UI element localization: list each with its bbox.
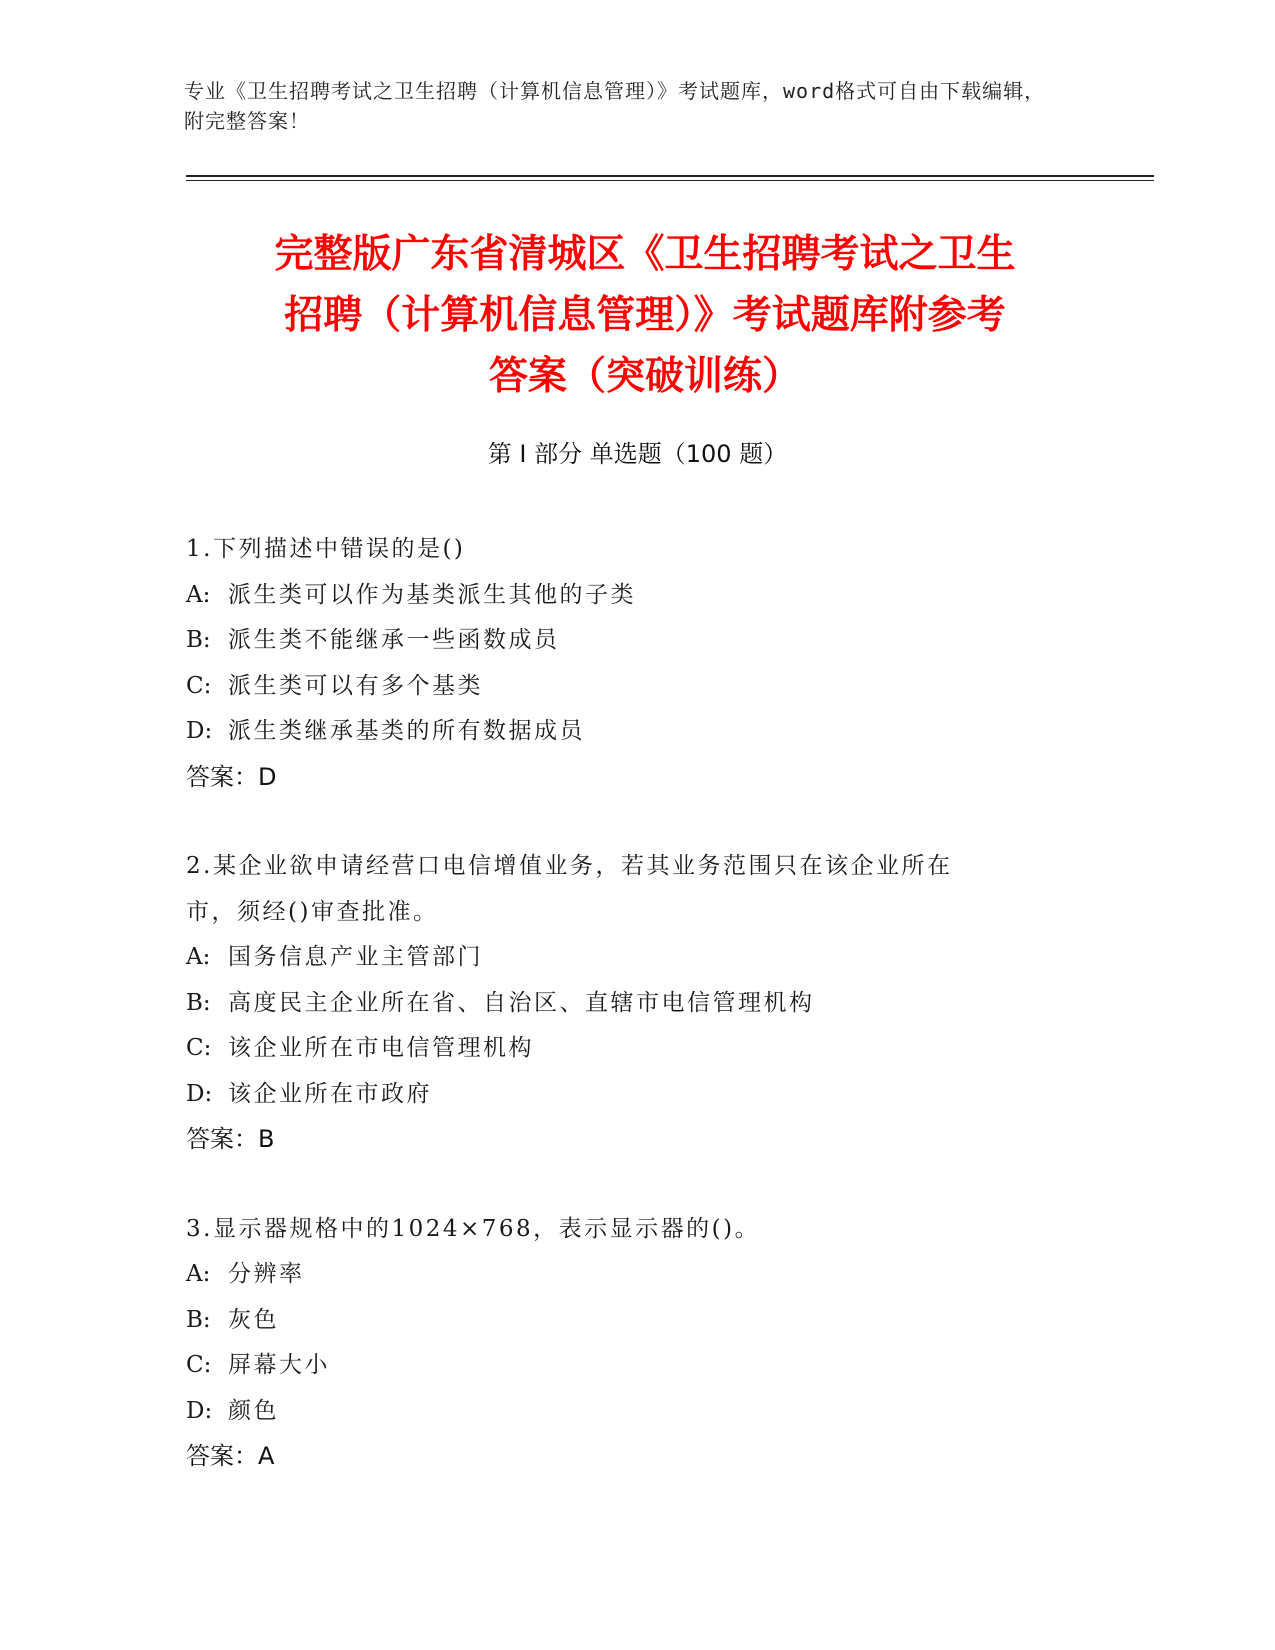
header-note: 专业《卫生招聘考试之卫生招聘（计算机信息管理）》考试题库，word格式可自由下载编辑，附完整答案！ [184,79,1046,133]
option-d [186,1389,1066,1435]
option-a [186,573,1066,619]
title-line-2: 招聘（计算机信息管理）》考试题库附参考 [284,293,1006,338]
question-stem-line-1: 2.某企业欲申请经营口电信增值业务，若其业务范围只在该企业所在 [186,853,953,879]
option-label: D: [186,718,213,744]
option-b [186,981,1066,1027]
option-text: 屏幕大小 [228,1352,330,1378]
option-text: 颜色 [228,1397,279,1424]
title-line-1: 完整版广东省清城区《卫生招聘考试之卫生 [274,232,1016,277]
option-label: A: [186,944,211,970]
answer-key: 答案：A [186,1442,275,1470]
option-c [186,1343,1066,1389]
option-a [186,1252,1066,1298]
option-text: 国务信息产业主管部门 [228,944,483,970]
title-line-3: 答案（突破训练） [488,354,801,399]
option-label: D: [186,1397,213,1424]
option-label: A: [186,581,211,608]
option-label: B: [186,989,211,1016]
option-b [186,618,1066,664]
option-label: C: [186,1035,212,1061]
question-stem: 1.下列描述中错误的是() [186,536,466,562]
option-text: 分辨率 [228,1261,305,1287]
option-label: B: [186,627,211,653]
option-text: 该企业所在市电信管理机构 [228,1035,534,1061]
document-title [180,224,1110,407]
header-divider-thick [186,175,1154,177]
section-heading: 第 I 部分 单选题（100 题） [487,440,788,468]
option-text: 派生类继承基类的所有数据成员 [228,718,585,744]
option-label: A: [186,1261,211,1287]
header-divider-thin [186,180,1154,181]
option-d [186,1072,1066,1118]
question-1 [186,527,1066,800]
question-list [186,527,1066,1524]
question-stem-line-2: 市，须经()审查批准。 [186,898,439,925]
option-label: C: [186,672,212,699]
question-stem: 3.显示器规格中的1024×768，表示显示器的()。 [186,1215,761,1242]
option-b [186,1298,1066,1344]
option-text: 派生类可以作为基类派生其他的子类 [228,581,636,608]
option-text: 该企业所在市政府 [228,1080,432,1107]
question-3 [186,1207,1066,1480]
option-d [186,709,1066,755]
question-2 [186,844,1066,1163]
option-text: 灰色 [228,1306,279,1333]
option-label: D: [186,1080,213,1107]
option-text: 高度民主企业所在省、自治区、直辖市电信管理机构 [228,989,815,1016]
answer-key: 答案：B [186,1125,275,1153]
option-a [186,935,1066,981]
answer-key: 答案：D [186,762,277,791]
option-c [186,664,1066,710]
option-label: C: [186,1352,212,1378]
option-c [186,1026,1066,1072]
option-label: B: [186,1306,211,1333]
option-text: 派生类不能继承一些函数成员 [228,627,560,653]
option-text: 派生类可以有多个基类 [228,672,483,699]
